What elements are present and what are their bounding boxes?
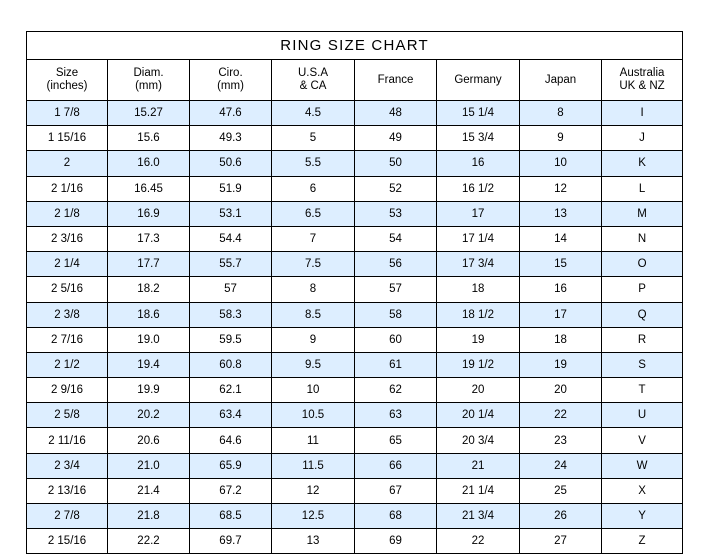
column-header-line: (mm)	[135, 80, 162, 92]
table-cell: 6.5	[272, 201, 355, 226]
table-cell: U	[602, 403, 683, 428]
table-cell: 69	[355, 529, 437, 554]
table-cell: 20	[520, 378, 602, 403]
table-cell: 9.5	[272, 352, 355, 377]
table-row	[27, 504, 683, 529]
ring-size-table	[26, 31, 683, 554]
table-cell: 10.5	[272, 403, 355, 428]
table-cell: W	[602, 453, 683, 478]
table-cell: 2 5/16	[27, 277, 108, 302]
table-cell: 2 1/2	[27, 352, 108, 377]
table-cell: 18.6	[108, 302, 190, 327]
table-cell: 18.2	[108, 277, 190, 302]
table-cell: 64.6	[190, 428, 272, 453]
table-cell: 10	[520, 151, 602, 176]
column-header-line: Germany	[454, 73, 502, 86]
table-cell: 22	[437, 529, 520, 554]
table-cell: 15.6	[108, 126, 190, 151]
column-header	[108, 60, 190, 101]
table-row	[27, 302, 683, 327]
table-cell: 8.5	[272, 302, 355, 327]
table-cell: 48	[355, 101, 437, 126]
table-cell: 26	[520, 504, 602, 529]
table-cell: 13	[520, 201, 602, 226]
table-cell: 53	[355, 201, 437, 226]
table-cell: 2 3/8	[27, 302, 108, 327]
table-cell: 55.7	[190, 252, 272, 277]
table-cell: 10	[272, 378, 355, 403]
table-cell: 1 7/8	[27, 101, 108, 126]
table-row	[27, 201, 683, 226]
table-cell: 58	[355, 302, 437, 327]
table-row	[27, 126, 683, 151]
table-cell: 21	[437, 453, 520, 478]
table-cell: X	[602, 478, 683, 503]
table-cell: 18	[437, 277, 520, 302]
table-cell: 68.5	[190, 504, 272, 529]
column-header-line: (inches)	[46, 80, 88, 92]
table-cell: 8	[272, 277, 355, 302]
table-row	[27, 277, 683, 302]
table-cell: 15 1/4	[437, 101, 520, 126]
table-cell: 5.5	[272, 151, 355, 176]
column-header-line: Australia	[619, 67, 665, 79]
table-cell: 18 1/2	[437, 302, 520, 327]
table-row	[27, 378, 683, 403]
table-cell: 63.4	[190, 403, 272, 428]
table-cell: I	[602, 101, 683, 126]
table-cell: 67.2	[190, 478, 272, 503]
table-cell: 21.4	[108, 478, 190, 503]
table-cell: 19 1/2	[437, 352, 520, 377]
table-cell: 19.0	[108, 327, 190, 352]
table-cell: 65	[355, 428, 437, 453]
table-cell: 2	[27, 151, 108, 176]
table-cell: 15 3/4	[437, 126, 520, 151]
table-cell: 19.4	[108, 352, 190, 377]
table-cell: J	[602, 126, 683, 151]
table-cell: 7	[272, 226, 355, 251]
table-cell: 58.3	[190, 302, 272, 327]
table-cell: 2 7/16	[27, 327, 108, 352]
table-cell: 17 3/4	[437, 252, 520, 277]
table-cell: P	[602, 277, 683, 302]
column-header-line: Diam.	[133, 67, 164, 79]
table-cell: 69.7	[190, 529, 272, 554]
table-row	[27, 352, 683, 377]
table-cell: 23	[520, 428, 602, 453]
column-header	[190, 60, 272, 101]
table-cell: 50.6	[190, 151, 272, 176]
table-cell: 53.1	[190, 201, 272, 226]
column-header-line: (mm)	[217, 80, 244, 92]
table-cell: 12.5	[272, 504, 355, 529]
table-cell: 4.5	[272, 101, 355, 126]
table-row	[27, 176, 683, 201]
table-cell: 2 3/4	[27, 453, 108, 478]
table-row	[27, 428, 683, 453]
table-cell: 19.9	[108, 378, 190, 403]
table-cell: 27	[520, 529, 602, 554]
table-cell: 17.3	[108, 226, 190, 251]
table-cell: 65.9	[190, 453, 272, 478]
table-row	[27, 403, 683, 428]
table-cell: 16	[520, 277, 602, 302]
table-cell: 15.27	[108, 101, 190, 126]
table-cell: 21 1/4	[437, 478, 520, 503]
table-cell: 16.9	[108, 201, 190, 226]
column-header	[437, 60, 520, 101]
table-cell: 22	[520, 403, 602, 428]
table-cell: 50	[355, 151, 437, 176]
table-cell: 47.6	[190, 101, 272, 126]
table-cell: Z	[602, 529, 683, 554]
table-cell: 62.1	[190, 378, 272, 403]
table-cell: 2 1/4	[27, 252, 108, 277]
table-cell: 22.2	[108, 529, 190, 554]
table-cell: L	[602, 176, 683, 201]
column-header	[27, 60, 108, 101]
chart-title-row	[27, 32, 683, 60]
table-cell: 2 3/16	[27, 226, 108, 251]
table-row	[27, 478, 683, 503]
table-cell: V	[602, 428, 683, 453]
table-cell: 54	[355, 226, 437, 251]
table-cell: 56	[355, 252, 437, 277]
column-header-line: U.S.A	[297, 67, 329, 79]
table-cell: 12	[272, 478, 355, 503]
table-cell: 66	[355, 453, 437, 478]
table-cell: 9	[520, 126, 602, 151]
table-cell: 17	[520, 302, 602, 327]
table-cell: Q	[602, 302, 683, 327]
table-cell: 17	[437, 201, 520, 226]
table-cell: 20 1/4	[437, 403, 520, 428]
table-cell: 52	[355, 176, 437, 201]
column-header-line: Size	[55, 67, 79, 79]
table-row	[27, 453, 683, 478]
table-cell: 63	[355, 403, 437, 428]
column-header-line: & CA	[299, 80, 327, 92]
table-cell: 16	[437, 151, 520, 176]
table-cell: 2 13/16	[27, 478, 108, 503]
table-cell: 15	[520, 252, 602, 277]
table-cell: 6	[272, 176, 355, 201]
table-cell: 9	[272, 327, 355, 352]
table-cell: 20.6	[108, 428, 190, 453]
table-cell: N	[602, 226, 683, 251]
table-cell: 2 11/16	[27, 428, 108, 453]
table-cell: 13	[272, 529, 355, 554]
column-header-line: Japan	[544, 73, 577, 86]
table-cell: 2 7/8	[27, 504, 108, 529]
table-cell: 60.8	[190, 352, 272, 377]
column-header	[272, 60, 355, 101]
table-cell: S	[602, 352, 683, 377]
table-cell: 16.0	[108, 151, 190, 176]
table-row	[27, 101, 683, 126]
table-cell: 17 1/4	[437, 226, 520, 251]
table-cell: 5	[272, 126, 355, 151]
table-cell: 17.7	[108, 252, 190, 277]
table-cell: R	[602, 327, 683, 352]
table-cell: 67	[355, 478, 437, 503]
table-cell: 16.45	[108, 176, 190, 201]
table-cell: 49	[355, 126, 437, 151]
table-cell: 62	[355, 378, 437, 403]
table-cell: 11	[272, 428, 355, 453]
table-cell: 60	[355, 327, 437, 352]
table-cell: 1 15/16	[27, 126, 108, 151]
table-cell: 2 15/16	[27, 529, 108, 554]
table-row	[27, 252, 683, 277]
table-cell: 51.9	[190, 176, 272, 201]
table-cell: 11.5	[272, 453, 355, 478]
table-cell: 54.4	[190, 226, 272, 251]
table-cell: 57	[190, 277, 272, 302]
table-cell: 20.2	[108, 403, 190, 428]
table-cell: 68	[355, 504, 437, 529]
column-header	[355, 60, 437, 101]
table-row	[27, 151, 683, 176]
table-cell: 20	[437, 378, 520, 403]
table-cell: 2 1/8	[27, 201, 108, 226]
table-cell: T	[602, 378, 683, 403]
column-header-line: France	[377, 73, 414, 86]
table-cell: O	[602, 252, 683, 277]
table-cell: Y	[602, 504, 683, 529]
table-cell: 2 5/8	[27, 403, 108, 428]
column-header-line: UK & NZ	[619, 80, 665, 92]
table-cell: 16 1/2	[437, 176, 520, 201]
table-cell: 25	[520, 478, 602, 503]
table-cell: M	[602, 201, 683, 226]
table-cell: 21 3/4	[437, 504, 520, 529]
table-cell: 21.0	[108, 453, 190, 478]
table-cell: 21.8	[108, 504, 190, 529]
table-row	[27, 529, 683, 554]
table-cell: K	[602, 151, 683, 176]
page-title: RING SIZE CHART	[27, 32, 683, 60]
table-cell: 49.3	[190, 126, 272, 151]
column-header-line: Ciro.	[218, 67, 243, 79]
ring-size-chart-container	[26, 31, 682, 554]
table-cell: 2 9/16	[27, 378, 108, 403]
column-header	[602, 60, 683, 101]
table-cell: 19	[520, 352, 602, 377]
table-row	[27, 327, 683, 352]
table-cell: 57	[355, 277, 437, 302]
table-header-row	[27, 60, 683, 101]
table-cell: 61	[355, 352, 437, 377]
table-row	[27, 226, 683, 251]
table-cell: 2 1/16	[27, 176, 108, 201]
table-cell: 59.5	[190, 327, 272, 352]
table-cell: 12	[520, 176, 602, 201]
table-cell: 19	[437, 327, 520, 352]
column-header	[520, 60, 602, 101]
table-cell: 7.5	[272, 252, 355, 277]
table-cell: 24	[520, 453, 602, 478]
table-cell: 8	[520, 101, 602, 126]
table-cell: 20 3/4	[437, 428, 520, 453]
table-cell: 14	[520, 226, 602, 251]
table-cell: 18	[520, 327, 602, 352]
